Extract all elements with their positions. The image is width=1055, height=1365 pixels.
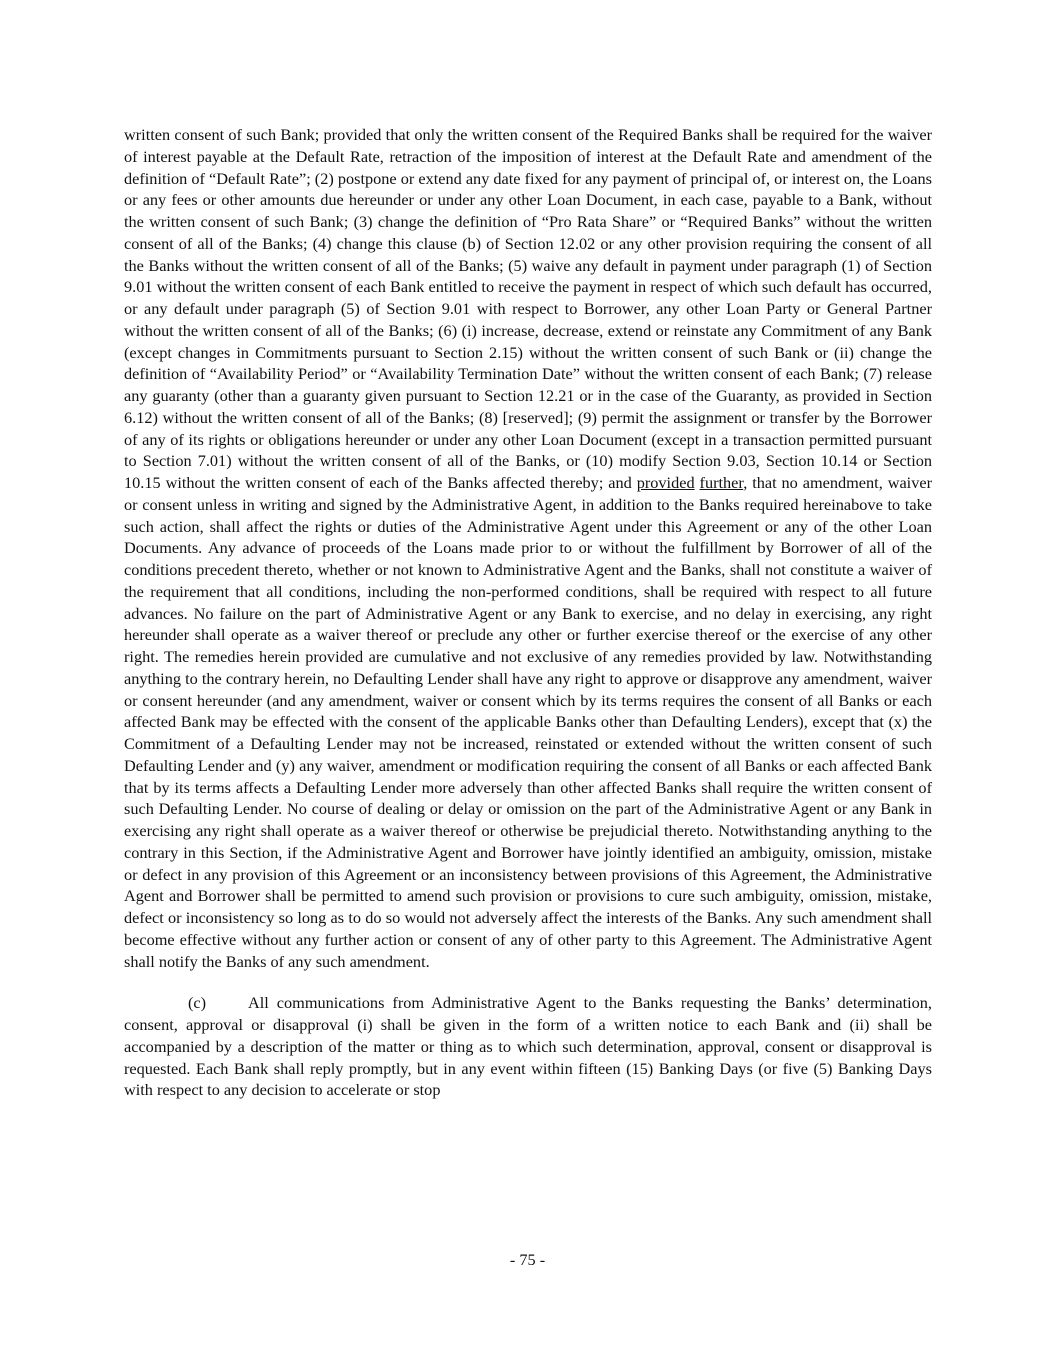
page-number: - 75 - [509, 1250, 546, 1269]
document-page [124, 124, 932, 1101]
paragraph-c-label: (c) [188, 993, 207, 1013]
paragraph-b-text-part1: written consent of such Bank; provided that only the written consent of the Required Banks shall be required for the waiver of interest payable at the Default Rate, retraction of the imposition of interest at the Default Rate and amendment of the definition of “Default Rate”; (2) postpone or extend any date fixed for any payment of principal of, or interest on, the Loans or any fees or other amounts due hereunder or under any other Loan Document, in each case, payable to a Bank, without the written consent of such Bank; (3) change the definition of “Pro Rata Share” or “Required Banks” without the written consent of all of the Banks; (4) change this clause (b) of Section 12.02 or any other provision requiring the consent of all the Banks without the written consent of all of the Banks; (5) waive any default in payment under paragraph (1) of Section 9.01 without the written consent of each Bank entitled to receive the payment in respect of which such default has occurred, or any default under paragraph (5) of Section 9.01 with respect to Borrower, any other Loan Party or General Partner without the written consent of all of the Banks; (6) (i) increase, decrease, extend or reinstate any Commitment of any Bank (except changes in Commitments pursuant to Section 2.15) without the written consent of such Bank or (ii) change the definition of “Availability Period” or “Availability Termination Date” without the written consent of each Bank; (7) release any guaranty (other than a guaranty given pursuant to Section 12.21 or in the case of the Guaranty, as provided in Section 6.12) without the written consent of all of the Banks; (8) [reserved]; (9) permit the assignment or transfer by the Borrower of any of its rights or obligations hereunder or under any other Loan Document (except in a transaction permitted pursuant to Section 7.01) without the written consent of all of the Banks, or (10) modify Section 9.03, Section 10.14 or Section 10.15 without the written consent of each of the Banks affected thereby; and [124, 125, 932, 492]
further-underlined: further [699, 473, 744, 492]
paragraph-b-text-part2: , that no amendment, waiver or consent unless in writing and signed by the Administrative Agent, in addition to the Banks required hereinabove to take such action, shall affect the rights or duties of the Administrative Agent under this Agreement or any of the other Loan Documents. Any advance of proceeds of the Loans made prior to or without the fulfillment by Borrower of all of the conditions precedent thereto, whether or not known to Administrative Agent and the Banks, shall not constitute a waiver of the requirement that all conditions, including the non-performed conditions, shall be required with respect to all future advances. No failure on the part of Administrative Agent or any Bank to exercise, and no delay in exercising, any right hereunder shall operate as a waiver thereof or preclude any other or further exercise thereof or the exercise of any other right. The remedies herein provided are cumulative and not exclusive of any remedies provided by law. Notwithstanding anything to the contrary herein, no Defaulting Lender shall have any right to approve or disapprove any amendment, waiver or consent hereunder (and any amendment, waiver or consent which by its terms requires the consent of all Banks or each affected Bank may be effected with the consent of the applicable Banks other than Defaulting Lenders), except that (x) the Commitment of a Defaulting Lender may not be increased, reinstated or extended without the written consent of such Defaulting Lender and (y) any waiver, amendment or modification requiring the consent of all Banks or each affected Bank that by its terms affects a Defaulting Lender more adversely than other affected Banks shall require the written consent of such Defaulting Lender. No course of dealing or delay or omission on the part of the Administrative Agent or any Bank in exercising any right shall operate as a waiver thereof or otherwise be prejudicial thereto. Notwithstanding anything to the contrary in this Section, if the Administrative Agent and Borrower have jointly identified an ambiguity, omission, mistake or defect in any provision of this Agreement or an inconsistency between provisions of this Agreement, the Administrative Agent and Borrower shall be permitted to amend such provision or provisions to cure such ambiguity, omission, mistake, defect or inconsistency so long as to do so would not adversely affect the interests of the Banks. Any such amendment shall become effective without any further action or consent of any of other party to this Agreement. The Administrative Agent shall notify the Banks of any such amendment. [124, 473, 932, 971]
provided-underlined: provided [636, 473, 695, 492]
paragraph-c [124, 992, 932, 1101]
paragraph-b-continuation [124, 124, 932, 972]
paragraph-c-text: All communications from Administrative Agent to the Banks requesting the Banks’ determination, consent, approval or disapproval (i) shall be given in the form of a written notice to each Bank and (ii) shall be accompanied by a description of the matter or thing as to which such determination, approval, consent or disapproval is requested. Each Bank shall reply promptly, but in any event within fifteen (15) Banking Days (or five (5) Banking Days with respect to any decision to accelerate or stop [124, 993, 932, 1100]
